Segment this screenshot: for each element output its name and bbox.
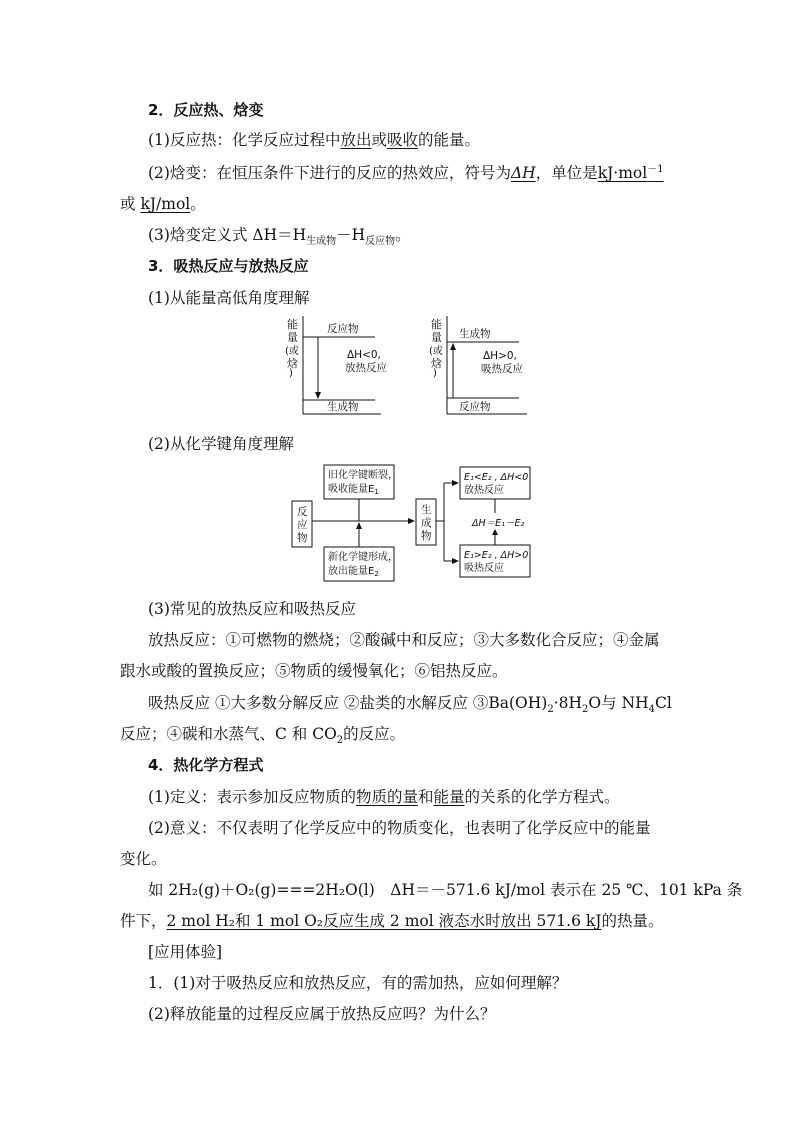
practice-question-2: (2)释放能量的过程反应属于放热反应吗？为什么？ [148,1005,496,1023]
exothermic-label: 放热反应 [464,485,504,496]
paragraph-endothermic-l2: 反应；④碳和水蒸气、C 和 $CO_2$的反应。 [120,725,406,747]
axis-label-char: ) [433,368,437,379]
label-reactant: 反应物 [459,401,491,413]
product-char: 成 [421,517,432,529]
subscript-reactants: 反应物 [365,236,396,248]
paragraph-enthalpy-unit [120,192,206,214]
text: (1)反应热：化学反应过程中 [148,131,341,149]
reactant-char: 物 [297,532,308,544]
arrowhead [315,392,321,399]
label-product: 生成物 [459,328,491,340]
section-2-heading: 2．反应热、焓变 [148,101,264,119]
endothermic-condition: E₁>E₂ , ΔH>0 [464,550,529,561]
text: ·8H [553,694,582,712]
section-4-heading: 4．热化学方程式 [148,756,264,774]
exothermic-diagram [285,316,387,414]
reactant-char: 应 [297,519,308,531]
axis-label-char: 焓 [287,357,298,370]
practice-question-1: 1．(1)对于吸热反应和放热反应，有的需加热，应如何理解？ [148,974,568,992]
paragraph-enthalpy-formula [148,223,411,247]
paragraph-example-l2 [120,909,663,931]
text: 反应；④碳和水蒸气、C 和 CO [120,725,337,743]
chemical-bond-diagram [290,463,536,583]
reactant-char: 反 [297,506,308,518]
paragraph-common-reactions: (3)常见的放热反应和吸热反应 [148,600,356,618]
endothermic-label: 吸热反应 [464,563,504,574]
underlined-term: 放出 [340,131,372,149]
axis-label-char: 焓 [431,357,442,370]
axis-label-char: 能 [287,318,298,331]
text: 。 [190,195,206,213]
subscript-products: 生成物 [306,236,337,248]
label-exothermic: 放热反应 [345,362,387,374]
superscript: －1 [647,164,664,175]
text: －H [336,226,366,244]
text: (3)焓变定义式 ΔH＝H [148,226,307,244]
axis-label-char: 量 [431,331,442,344]
text: ②盐类的水解反应 [343,694,468,712]
product-char: 生 [421,504,432,516]
subscript: 2 [374,570,379,578]
underlined-term: 吸收 [387,131,419,149]
unit-kj-mol: kJ·mol [597,164,648,183]
text: 放出能量E [328,566,375,577]
arrowhead [356,522,362,529]
text: ③Ba(OH) [472,694,548,712]
text: O与 NH [588,694,649,712]
text: 。 [395,226,411,244]
paragraph-energy-view: (1)从能量高低角度理解 [148,289,310,307]
text: 的关系的化学方程式。 [464,788,620,806]
paragraph-definition [148,785,620,807]
text: (1)定义：表示参加反应物质的 [148,788,356,806]
practice-heading: [应用体验] [148,943,223,961]
label-reactant: 反应物 [327,323,359,335]
underlined-term: 物质的量 [355,788,418,806]
exothermic-condition: E₁<E₂ , ΔH<0 [464,472,529,483]
paragraph-meaning-l1: (2)意义：不仅表明了化学反应中的物质变化，也表明了化学反应中的能量 [148,819,651,837]
text: 吸收能量E [328,484,375,495]
bond-breaking-line1: 旧化学键断裂， [328,470,398,481]
arrowhead [492,529,498,535]
axis-label-char: (或 [429,346,443,357]
paragraph-exothermic-l2: 跟水或酸的置换反应；⑤物质的缓慢氧化；⑥铝热反应。 [120,662,508,680]
arrowhead [408,518,415,524]
text: 的反应。 [343,725,406,743]
underlined-term: 能量 [433,788,465,806]
underlined-answer: 2 mol H₂和 1 mol O₂反应生成 2 mol 液态水时放出 571.6 kJ [166,912,602,930]
paragraph-reaction-heat [148,128,480,150]
axis-label-char: ) [289,368,293,379]
axis-label-char: 量 [287,331,298,344]
unit-kj-per-mol: kJ/mol [140,195,191,213]
text: ①大多数分解反应 [214,694,339,712]
section-3-heading: 3．吸热反应与放热反应 [148,257,309,275]
arrowhead [452,558,459,564]
dh-formula: ΔH＝E₁－E₂ [472,518,525,529]
axis-label-char: 能 [431,318,442,331]
label-product: 生成物 [327,401,359,413]
text: 的能量。 [418,131,481,149]
paragraph-enthalpy-change [148,160,664,183]
arrowhead [450,343,456,350]
text: 和 [417,788,434,806]
endothermic-diagram [429,316,527,414]
bond-forming-line2 [328,564,379,578]
label-dh-negative: ΔH<0, [347,349,381,361]
label-endothermic: 吸热反应 [481,363,523,375]
label-dh-positive: ΔH>0, [483,350,517,362]
text: 的热量。 [601,912,664,930]
text: Cl [654,694,672,712]
paragraph-exothermic-l1: 放热反应：①可燃物的燃烧；②酸碱中和反应；③大多数化合反应；④金属 [148,631,660,649]
text: 件下， [120,912,167,930]
text: 吸热反应 [148,694,211,712]
bond-breaking-line2 [328,482,379,496]
text: 或 [371,131,387,149]
paragraph-endothermic-l1: 吸热反应 ①大多数分解反应 ②盐类的水解反应 $③Ba(OH)_2\cdot 8H_2O$与 $NH_4Cl$ [148,694,672,716]
text: ，单位是 [535,164,598,183]
energy-level-diagram [285,312,545,420]
text: 或 [120,195,136,213]
text: (2)焓变：在恒压条件下进行的反应的热效应，符号为 [148,164,511,183]
subscript: 1 [374,488,379,496]
symbol-dh: ΔH [510,164,536,183]
paragraph-meaning-l2: 变化。 [120,850,167,868]
bond-forming-line1: 新化学键形成， [328,552,398,563]
axis-label-char: (或 [285,346,299,357]
arrowhead [452,480,459,486]
paragraph-bond-view: (2)从化学键角度理解 [148,435,294,453]
paragraph-example-l1: 如 2H₂(g)＋O₂(g)===2H₂O(l) ΔH＝－571.6 kJ/mol 表示在 25 ℃、101 kPa 条 [148,881,743,899]
product-char: 物 [421,530,432,542]
